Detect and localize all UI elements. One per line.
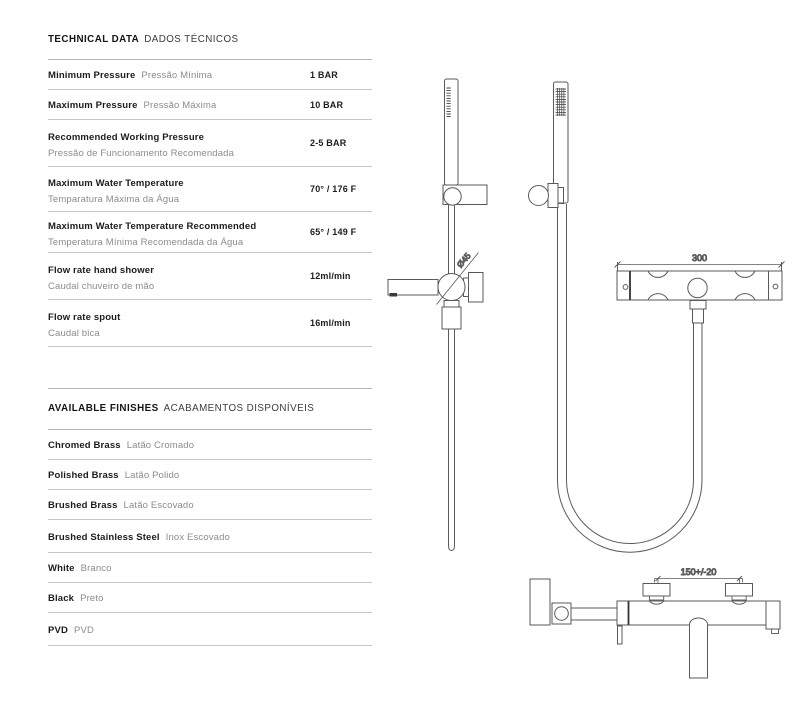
- lever: [618, 626, 623, 644]
- inlet-knob-right: [726, 584, 753, 597]
- finish-en: Chromed Brass: [48, 440, 121, 452]
- row-label-pt: Pressão Máxima: [143, 100, 217, 112]
- finish-pt: Preto: [80, 593, 104, 605]
- finish-en: Polished Brass: [48, 470, 119, 482]
- holder-knob: [444, 188, 461, 205]
- row-label-en: Maximum Pressure: [48, 100, 138, 112]
- row-value: 10 BAR: [310, 99, 344, 110]
- finish-pt: Latão Escovado: [123, 500, 194, 512]
- dim-valve-diameter-label: Ø45: [454, 250, 473, 270]
- row-label-pt: Temperatura Mínima Recomendada da Água: [48, 236, 244, 248]
- row-value: 12ml/min: [310, 271, 351, 281]
- inlet-knob-left: [643, 584, 670, 597]
- row-label-pt: Caudal bica: [48, 327, 100, 339]
- finish-pt: Branco: [80, 563, 112, 575]
- technical-data-title-en: TECHNICAL DATA: [48, 34, 140, 45]
- top-view-bar-valve: [615, 253, 785, 323]
- finish-pt: Latão Cromado: [126, 440, 195, 452]
- row-value: 65° / 149 F: [310, 227, 357, 237]
- handle: [469, 273, 484, 303]
- row-label-en: Flow rate hand shower: [48, 264, 155, 276]
- finishes-title-pt: ACABAMENTOS DISPONÍVEIS: [163, 403, 315, 414]
- bar-end-cap: [766, 601, 780, 629]
- row-value: 1 BAR: [310, 69, 339, 80]
- hose-outlet: [688, 278, 707, 297]
- down-spout: [690, 618, 708, 678]
- finish-en: PVD: [48, 624, 68, 636]
- row-label-en: Maximum Water Temperature Recommended: [48, 220, 257, 232]
- row-value: 70° / 176 F: [310, 184, 357, 194]
- hose-outer: [558, 204, 703, 552]
- row-label-en: Maximum Water Temperature: [48, 177, 184, 189]
- finishes-title-en: AVAILABLE FINISHES: [48, 403, 159, 414]
- finish-en: Brushed Stainless Steel: [48, 531, 160, 543]
- hose-inner: [567, 204, 694, 544]
- front-view-bar-valve: [530, 567, 780, 678]
- aerator: [390, 293, 398, 297]
- row-label-pt: Temparatura Máxima da Água: [48, 193, 180, 205]
- side-view-hand-shower: [529, 82, 703, 552]
- finish-en: Brushed Brass: [48, 500, 118, 512]
- dim-bar-width-label: 300: [691, 253, 708, 263]
- row-label-pt: Pressão Mínima: [141, 70, 213, 82]
- wall-plate: [530, 579, 550, 625]
- finish-en: White: [48, 563, 75, 575]
- row-label-en: Flow rate spout: [48, 311, 121, 323]
- hose: [449, 329, 455, 551]
- row-label-en: Recommended Working Pressure: [48, 131, 205, 143]
- finish-pt: Latão Polido: [124, 470, 180, 482]
- technical-data-title-pt: DADOS TÉCNICOS: [144, 34, 239, 45]
- spray-hatch: [447, 88, 451, 116]
- finish-pt: PVD: [73, 624, 94, 636]
- finish-en: Black: [48, 593, 75, 605]
- row-value: 16ml/min: [310, 318, 351, 328]
- holder-ring: [555, 607, 569, 621]
- row-label-en: Minimum Pressure: [48, 70, 136, 82]
- holder-knob-side: [529, 186, 549, 206]
- dim-inlet-spacing-label: 150+/-20: [680, 567, 717, 577]
- spray-grid: [556, 88, 567, 116]
- row-label-pt: Caudal chuveiro de mão: [48, 280, 155, 292]
- row-value: 2-5 BAR: [310, 138, 347, 148]
- finish-pt: Inox Escovado: [165, 531, 230, 543]
- valve-body: [438, 274, 465, 301]
- spout: [388, 280, 438, 296]
- cap-nub: [772, 629, 779, 634]
- front-view-shower-column: [388, 79, 487, 551]
- row-label-pt: Pressão de Funcionamento Recomendada: [48, 147, 235, 159]
